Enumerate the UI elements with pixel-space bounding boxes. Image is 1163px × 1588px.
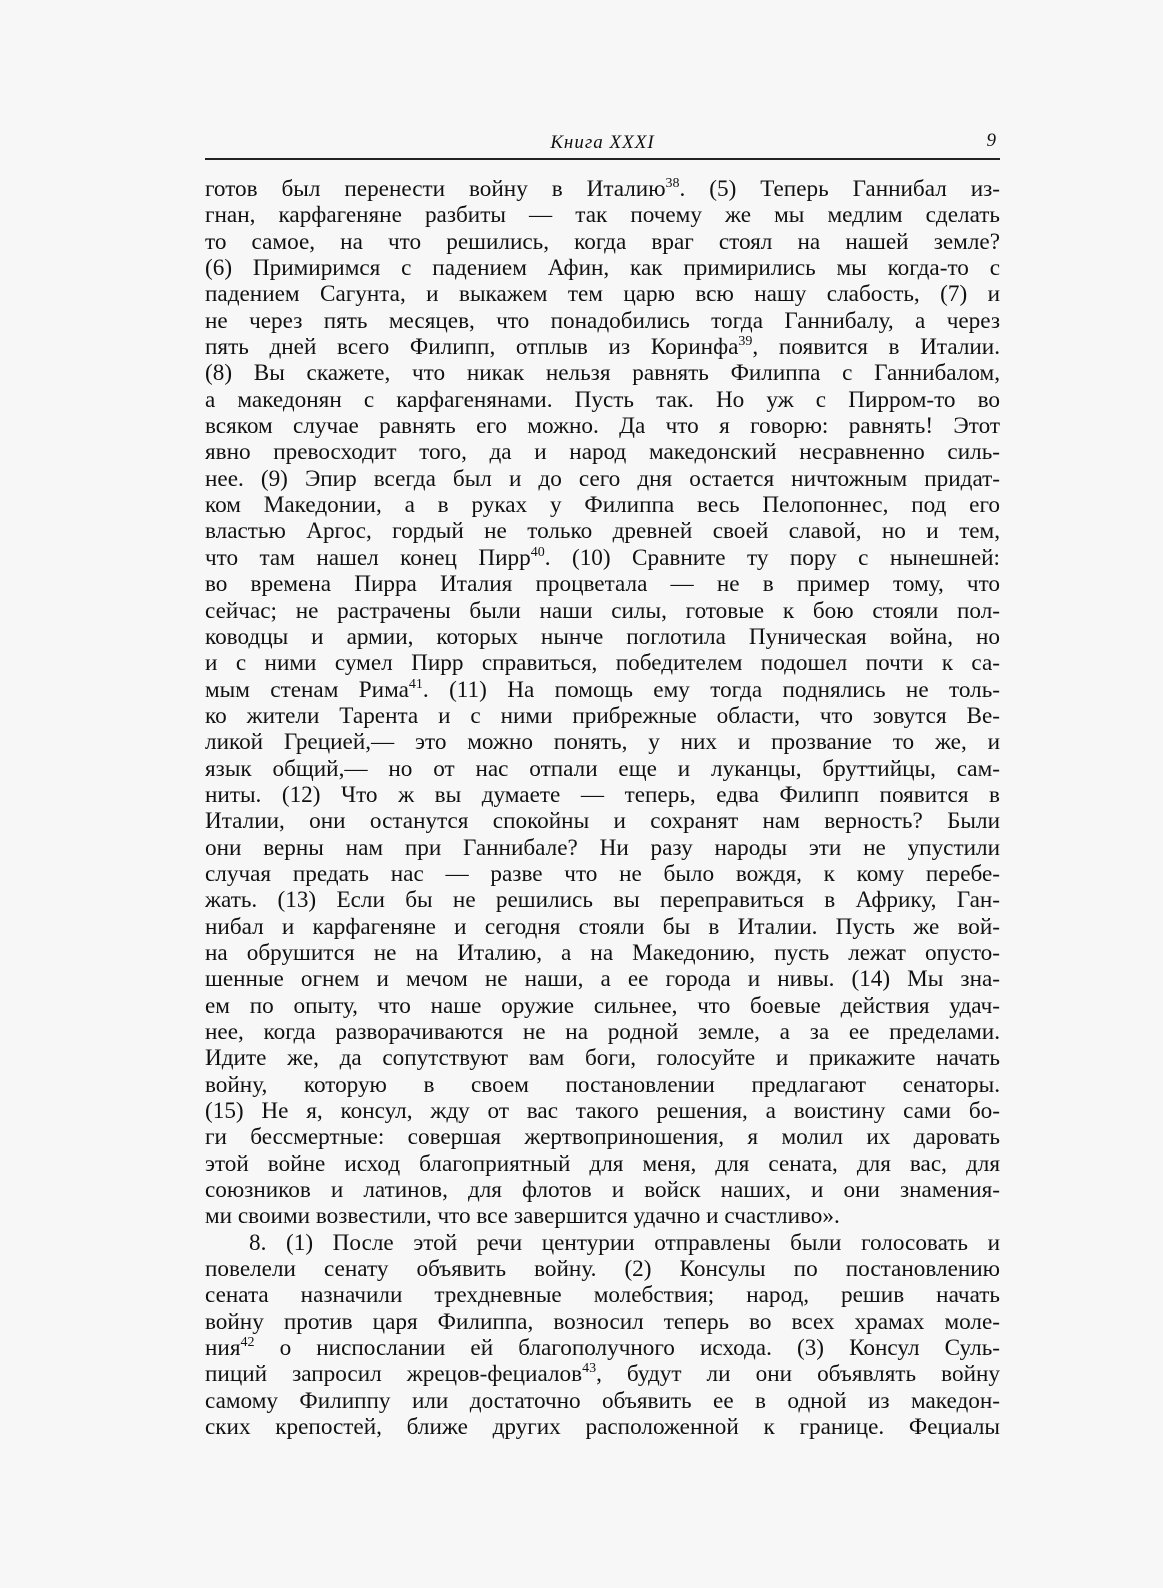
text-segment: то самое, на что решились, когда враг стоял на нашей земле? xyxy=(205,228,1000,255)
text-segment: этой войне исход благоприятный для меня, для сената, для вас, для xyxy=(205,1150,1000,1177)
text-line xyxy=(205,1019,1000,1045)
body-text xyxy=(205,176,1000,1441)
text-segment: повелели сенату объявить войну. (2) Консулы по постановлению xyxy=(205,1256,1000,1283)
footnote-marker[interactable]: 39 xyxy=(738,334,753,350)
text-segment: ем по опыту, что наше оружие сильнее, что боевые действия удач- xyxy=(205,992,1000,1019)
text-segment: Идите же, да сопутствуют вам боги, голосуйте и прикажите начать xyxy=(205,1045,1000,1072)
text-line xyxy=(205,993,1000,1019)
text-segment: о ниспослании ей благополучного исхода. (3) Консул Суль- xyxy=(254,1335,1000,1362)
text-line xyxy=(205,1098,1000,1124)
text-line xyxy=(205,545,1000,571)
text-line xyxy=(205,677,1000,703)
text-line xyxy=(205,1335,1000,1361)
text-line xyxy=(205,255,1000,281)
text-segment: и с ними сумел Пирр справиться, победителем подошел почти к са- xyxy=(205,650,1000,677)
text-segment: самому Филиппу или достаточно объявить ее в одной из македон- xyxy=(205,1387,1000,1414)
text-line xyxy=(205,782,1000,808)
text-line xyxy=(205,887,1000,913)
text-line xyxy=(205,1177,1000,1203)
text-line xyxy=(205,966,1000,992)
text-segment: язык общий,— но от нас отпали еще и луканцы, бруттийцы, сам- xyxy=(205,755,1000,782)
text-line xyxy=(205,1203,1000,1229)
text-segment: ликой Грецией,— это можно понять, у них и прозвание то же, и xyxy=(205,729,1000,756)
text-segment: мым стенам Рима xyxy=(205,676,409,703)
text-line xyxy=(205,466,1000,492)
text-line xyxy=(205,229,1000,255)
text-segment: на обрушится не на Италию, а на Македонию, пусть лежат опусто- xyxy=(205,939,1000,966)
text-line xyxy=(205,1230,1000,1256)
text-line xyxy=(205,703,1000,729)
footnote-marker[interactable]: 42 xyxy=(240,1335,255,1351)
text-segment: явно превосходит того, да и народ македонский несравненно силь- xyxy=(205,439,1000,466)
text-segment: случая предать нас — разве что не было вождя, к кому перебе- xyxy=(205,860,1000,887)
text-line xyxy=(205,176,1000,202)
text-segment: войну, которую в своем постановлении предлагают сенаторы. xyxy=(205,1071,1000,1098)
text-line xyxy=(205,1388,1000,1414)
text-segment: (6) Примиримся с падением Афин, как примирились мы когда-то с xyxy=(205,255,1000,282)
text-segment: ми своими возвестили, что все завершится удачно и счастливо». xyxy=(205,1203,840,1230)
text-line xyxy=(205,650,1000,676)
text-segment: жать. (13) Если бы не решились вы переправиться в Африку, Ган- xyxy=(205,887,1000,914)
text-line xyxy=(205,387,1000,413)
text-line xyxy=(205,413,1000,439)
text-line xyxy=(205,281,1000,307)
text-segment: готов был перенести войну в Италию xyxy=(205,176,666,202)
text-segment: ния xyxy=(205,1335,241,1362)
text-segment: шенные огнем и мечом не наши, а ее города и нивы. (14) Мы зна- xyxy=(205,966,1000,993)
text-segment: . (10) Сравните ту пору с нынешней: xyxy=(544,544,1001,571)
text-segment: 8. (1) После этой речи центурии отправлены были голосовать и xyxy=(249,1229,1000,1256)
text-segment: (8) Вы скажете, что никак нельзя равнять Филиппа с Ганнибалом, xyxy=(205,360,1000,387)
text-segment: гнан, карфагеняне разбиты — так почему же мы медлим сделать xyxy=(205,202,1000,229)
text-line xyxy=(205,1282,1000,1308)
text-segment: союзников и латинов, для флотов и войск наших, и они знамения- xyxy=(205,1177,1000,1204)
text-line xyxy=(205,518,1000,544)
text-segment: сената назначили трехдневные молебствия; народ, решив начать xyxy=(205,1282,1000,1309)
text-segment: сейчас; не растрачены были наши силы, готовые к бою стояли пол- xyxy=(205,597,1000,624)
text-segment: Италии, они останутся спокойны и сохранят нам верность? Были xyxy=(205,808,1000,835)
text-line xyxy=(205,861,1000,887)
text-segment: ниты. (12) Что ж вы думаете — теперь, едва Филипп появится в xyxy=(205,781,1000,808)
text-segment: (15) Не я, консул, жду от вас такого решения, а воистину сами бо- xyxy=(205,1098,1000,1125)
text-segment: ских крепостей, ближе других расположенной к границе. Фециалы xyxy=(205,1414,1000,1441)
text-segment: ги бессмертные: совершая жертвоприношения, я молил их даровать xyxy=(205,1124,1000,1151)
text-line xyxy=(205,1256,1000,1282)
text-line xyxy=(205,1309,1000,1335)
text-line xyxy=(205,598,1000,624)
footnote-marker[interactable]: 38 xyxy=(665,176,680,191)
page-number: 9 xyxy=(986,130,996,151)
text-line xyxy=(205,1361,1000,1387)
text-line xyxy=(205,360,1000,386)
text-segment: нее. (9) Эпир всегда был и до сего дня остается ничтожным придат- xyxy=(205,465,1000,492)
running-head xyxy=(205,128,1000,160)
text-line xyxy=(205,492,1000,518)
text-line xyxy=(205,756,1000,782)
text-segment: падением Сагунта, и выкажем тем царю всю нашу слабость, (7) и xyxy=(205,281,1000,308)
book-title: Книга XXXI xyxy=(550,132,655,153)
footnote-marker[interactable]: 40 xyxy=(530,544,545,560)
text-line xyxy=(205,808,1000,834)
text-line xyxy=(205,940,1000,966)
text-segment: , появится в Италии. xyxy=(752,334,1000,361)
text-segment: нибал и карфагеняне и сегодня стояли бы в Италии. Пусть же вой- xyxy=(205,913,1000,940)
footnote-marker[interactable]: 41 xyxy=(408,676,423,692)
text-segment: ко жители Тарента и с ними прибрежные области, что зовутся Ве- xyxy=(205,702,1000,729)
text-segment: , будут ли они объявлять войну xyxy=(596,1361,1000,1388)
text-segment: нее, когда разворачиваются не на родной земле, а за ее пределами. xyxy=(205,1019,1000,1045)
text-line xyxy=(205,1045,1000,1071)
text-segment: они верны нам при Ганнибале? Ни разу народы эти не упустили xyxy=(205,834,1000,861)
text-line xyxy=(205,914,1000,940)
text-line xyxy=(205,202,1000,228)
text-line xyxy=(205,624,1000,650)
text-line xyxy=(205,334,1000,360)
text-segment: всяком случае равнять его можно. Да что я говорю: равнять! Этот xyxy=(205,413,1000,440)
text-segment: во времена Пирра Италия процветала — не в пример тому, что xyxy=(205,571,1000,598)
text-segment: пиций запросил жрецов-фециалов xyxy=(205,1361,583,1388)
text-line xyxy=(205,1072,1000,1098)
text-line xyxy=(205,729,1000,755)
text-segment: властью Аргос, гордый не только древней своей славой, но и тем, xyxy=(205,518,1000,545)
text-segment: . (11) На помощь ему тогда поднялись не толь- xyxy=(422,676,1000,703)
text-segment: ком Македонии, а в руках у Филиппа весь Пелопоннес, под его xyxy=(205,492,1000,519)
text-segment: а македонян с карфагенянами. Пусть так. Но уж с Пирром-то во xyxy=(205,386,1000,413)
footnote-marker[interactable]: 43 xyxy=(582,1361,597,1377)
text-segment: пять дней всего Филипп, отплыв из Коринфа xyxy=(205,334,739,361)
text-segment: . (5) Теперь Ганнибал из- xyxy=(679,176,1000,202)
text-segment: войну против царя Филиппа, возносил теперь во всех храмах моле- xyxy=(205,1308,1000,1335)
text-segment: ководцы и армии, которых нынче поглотила Пуническая война, но xyxy=(205,623,1000,650)
text-line xyxy=(205,1124,1000,1150)
text-line xyxy=(205,1151,1000,1177)
text-line xyxy=(205,835,1000,861)
text-segment: что там нашел конец Пирр xyxy=(205,544,531,571)
text-segment: не через пять месяцев, что понадобились тогда Ганнибалу, а через xyxy=(205,307,1000,334)
text-line xyxy=(205,308,1000,334)
text-line xyxy=(205,439,1000,465)
text-line xyxy=(205,1414,1000,1440)
text-line xyxy=(205,571,1000,597)
